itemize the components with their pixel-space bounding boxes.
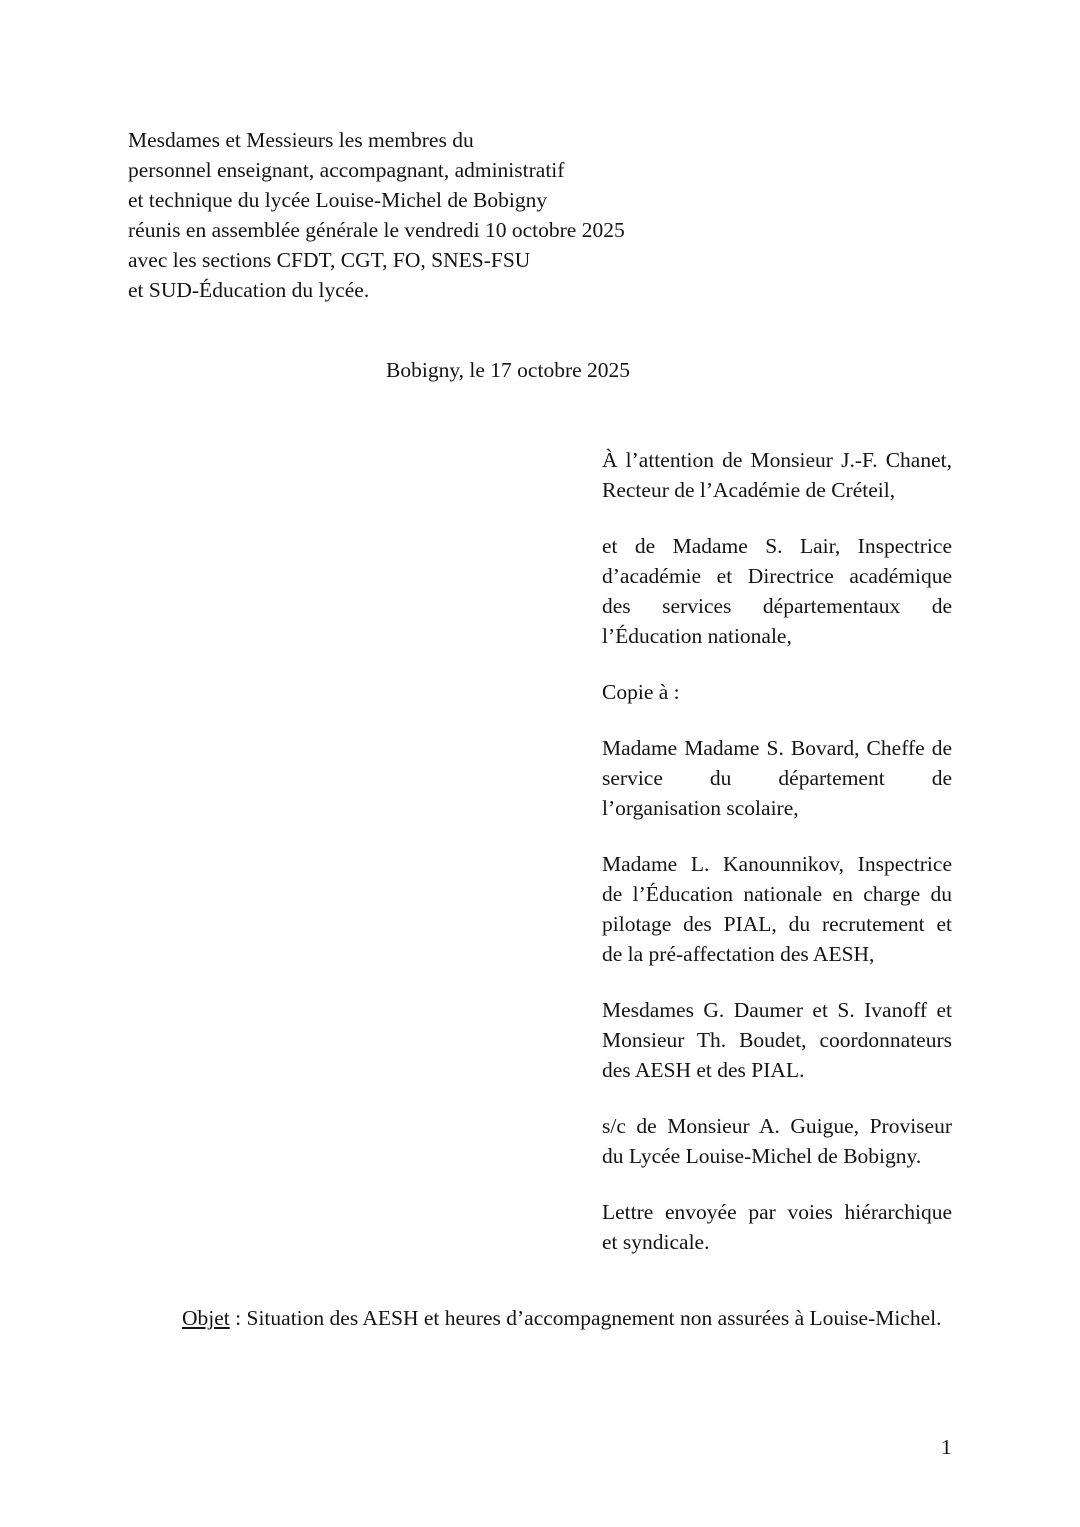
sender-line: et technique du lycée Louise-Michel de Bobigny	[128, 188, 548, 212]
recipient-paragraph-voies	[602, 1197, 952, 1257]
recipient-paragraph-attention	[602, 445, 952, 505]
recipient-line: Madame L. Kanounnikov, Inspectrice	[602, 852, 952, 876]
recipient-line: Mesdames G. Daumer et S. Ivanoff et	[602, 998, 952, 1022]
recipient-line: de la pré-affectation des AESH,	[602, 942, 875, 966]
subject-line	[128, 1303, 1028, 1333]
recipient-paragraph-kanounnikov	[602, 849, 952, 969]
recipient-line: Madame Madame S. Bovard, Cheffe de	[602, 736, 952, 760]
date-line: Bobigny, le 17 octobre 2025	[386, 358, 631, 382]
sender-line: Mesdames et Messieurs les membres du	[128, 128, 474, 152]
sender-line: avec les sections CFDT, CGT, FO, SNES-FSU	[128, 248, 531, 272]
sender-line: et SUD-Éducation du lycée.	[128, 278, 370, 302]
recipient-line: s/c de Monsieur A. Guigue, Proviseur	[602, 1114, 952, 1138]
recipient-paragraph-bovard	[602, 733, 952, 823]
recipient-line: Copie à :	[602, 680, 680, 704]
recipient-line: Lettre envoyée par voies hiérarchique	[602, 1200, 952, 1224]
recipient-line: À l’attention de Monsieur J.-F. Chanet,	[602, 448, 952, 472]
recipient-line: des AESH et des PIAL.	[602, 1058, 805, 1082]
recipient-paragraph-copie	[602, 677, 952, 707]
recipient-line: service du département de	[602, 766, 952, 790]
sender-line: réunis en assemblée générale le vendredi 10 octobre 2025	[128, 218, 625, 242]
recipient-line: et syndicale.	[602, 1230, 710, 1254]
recipient-block	[602, 445, 952, 1283]
page-number: 1	[941, 1435, 952, 1459]
recipient-paragraph-proviseur	[602, 1111, 952, 1171]
recipient-line: l’organisation scolaire,	[602, 796, 799, 820]
sender-line: personnel enseignant, accompagnant, administratif	[128, 158, 565, 182]
recipient-line: de l’Éducation nationale en charge du	[602, 882, 952, 906]
recipient-line: l’Éducation nationale,	[602, 624, 792, 648]
recipient-line: des services départementaux de	[602, 594, 952, 618]
recipient-line: et de Madame S. Lair, Inspectrice	[602, 534, 952, 558]
recipient-line: Monsieur Th. Boudet, coordonnateurs	[602, 1028, 952, 1052]
recipient-paragraph-dasen	[602, 531, 952, 651]
recipient-paragraph-coordonnateurs	[602, 995, 952, 1085]
recipient-line: du Lycée Louise-Michel de Bobigny.	[602, 1144, 922, 1168]
subject-label: Objet	[182, 1306, 230, 1330]
recipient-line: Recteur de l’Académie de Créteil,	[602, 478, 896, 502]
recipient-line: d’académie et Directrice académique	[602, 564, 952, 588]
recipient-line: pilotage des PIAL, du recrutement et	[602, 912, 952, 936]
sender-block	[128, 125, 728, 305]
subject-text: : Situation des AESH et heures d’accompagnement non assurées à Louise-Michel.	[229, 1306, 942, 1330]
